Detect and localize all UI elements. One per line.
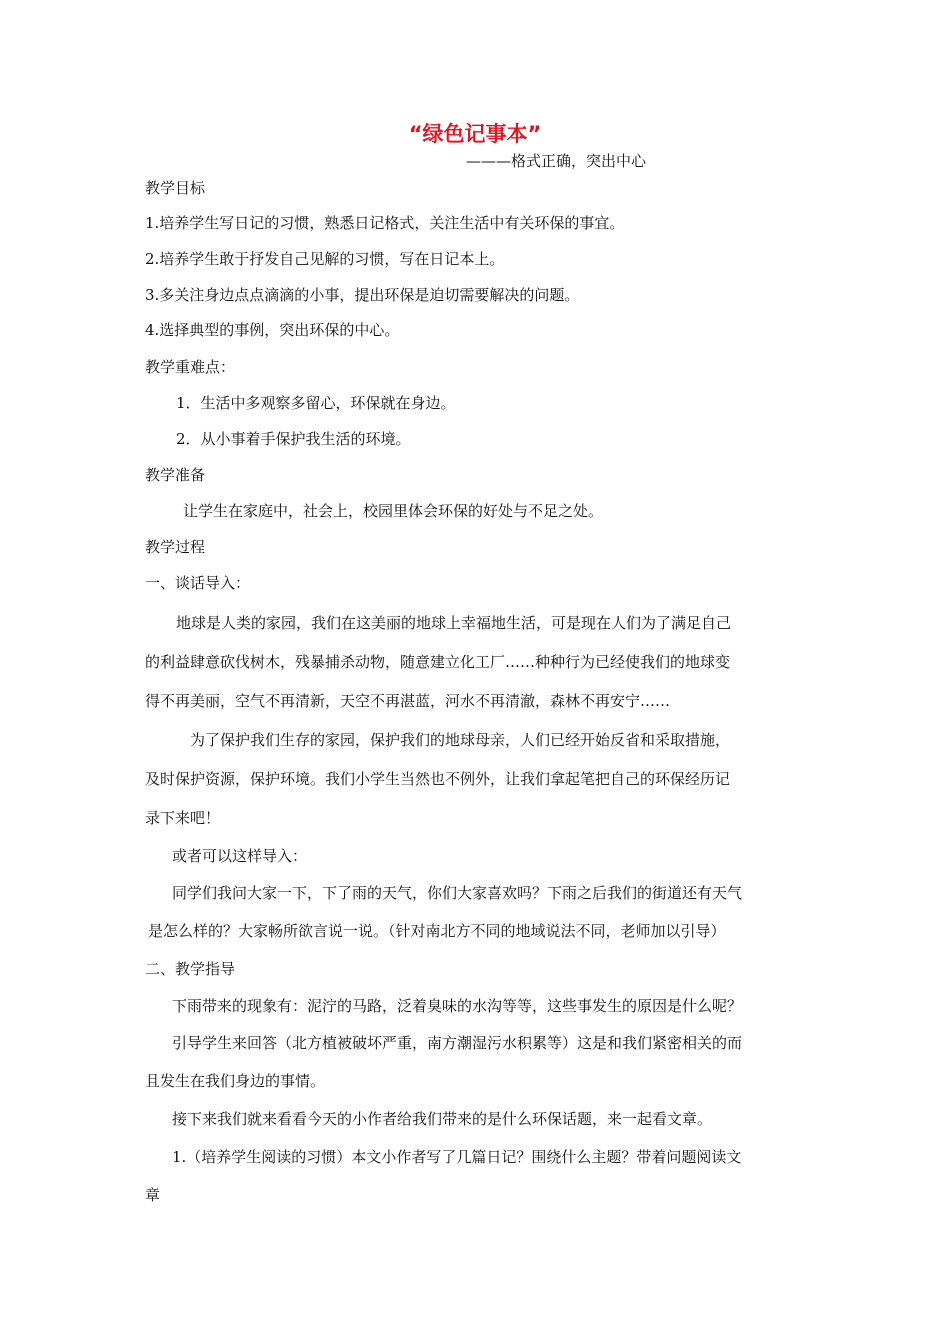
text-line: 的利益肆意砍伐树木，残暴捕杀动物，随意建立化工厂……种种行为已经使我们的地球变 <box>145 653 731 671</box>
text-line: 下雨带来的现象有：泥泞的马路，泛着臭味的水沟等等，这些事发生的原因是什么呢？ <box>172 997 743 1015</box>
document-title: “绿色记事本” <box>408 122 542 146</box>
document-subtitle: ———格式正确，突出中心 <box>466 152 647 170</box>
text-line: 1．生活中多观察多留心，环保就在身边。 <box>176 394 456 412</box>
text-line: 为了保护我们生存的家园，保护我们的地球母亲，人们已经开始反省和采取措施， <box>190 731 731 749</box>
text-line: 且发生在我们身边的事情。 <box>145 1072 326 1090</box>
text-line: 地球是人类的家园，我们在这美丽的地球上幸福地生活，可是现在人们为了满足自己 <box>176 614 732 632</box>
text-line: 及时保护资源，保护环境。我们小学生当然也不例外，让我们拿起笔把自己的环保经历记 <box>145 770 731 788</box>
text-line: 录下来吧！ <box>145 809 221 827</box>
text-line: 同学们我问大家一下，下了雨的天气，你们大家喜欢吗？下雨之后我们的街道还有天气 <box>172 884 743 902</box>
text-line: 得不再美丽，空气不再清新，天空不再湛蓝，河水不再清澈，森林不再安宁…… <box>145 692 671 710</box>
text-line: 是怎么样的？大家畅所欲言说一说。（针对南北方不同的地域说法不同，老师加以引导） <box>148 922 726 940</box>
text-line: 2.培养学生敢于抒发自己见解的习惯，写在日记本上。 <box>145 250 505 268</box>
text-line: 章 <box>145 1186 161 1204</box>
text-line: 二、教学指导 <box>145 960 236 978</box>
text-line: 4.选择典型的事例，突出环保的中心。 <box>145 321 400 339</box>
text-line: 让学生在家庭中，社会上，校园里体会环保的好处与不足之处。 <box>183 502 604 520</box>
text-line: 3.多关注身边点点滴滴的小事，提出环保是迫切需要解决的问题。 <box>145 286 580 304</box>
text-line: 引导学生来回答（北方植被破坏严重，南方潮湿污水积累等）这是和我们紧密相关的而 <box>172 1034 743 1052</box>
text-line: 教学准备 <box>145 466 206 484</box>
text-line: 1.培养学生写日记的习惯，熟悉日记格式，关注生活中有关环保的事宜。 <box>145 214 625 232</box>
text-line: 教学目标 <box>145 179 206 197</box>
text-line: 接下来我们就来看看今天的小作者给我们带来的是什么环保话题，来一起看文章。 <box>172 1110 713 1128</box>
text-line: 一、谈话导入： <box>145 574 251 592</box>
text-line: 或者可以这样导入： <box>172 847 308 865</box>
text-line: 教学过程 <box>145 538 206 556</box>
text-line: 1.（培养学生阅读的习惯）本文小作者写了几篇日记？围绕什么主题？带着问题阅读文 <box>172 1148 742 1166</box>
text-line: 教学重难点： <box>145 358 236 376</box>
text-line: 2．从小事着手保护我生活的环境。 <box>176 430 411 448</box>
